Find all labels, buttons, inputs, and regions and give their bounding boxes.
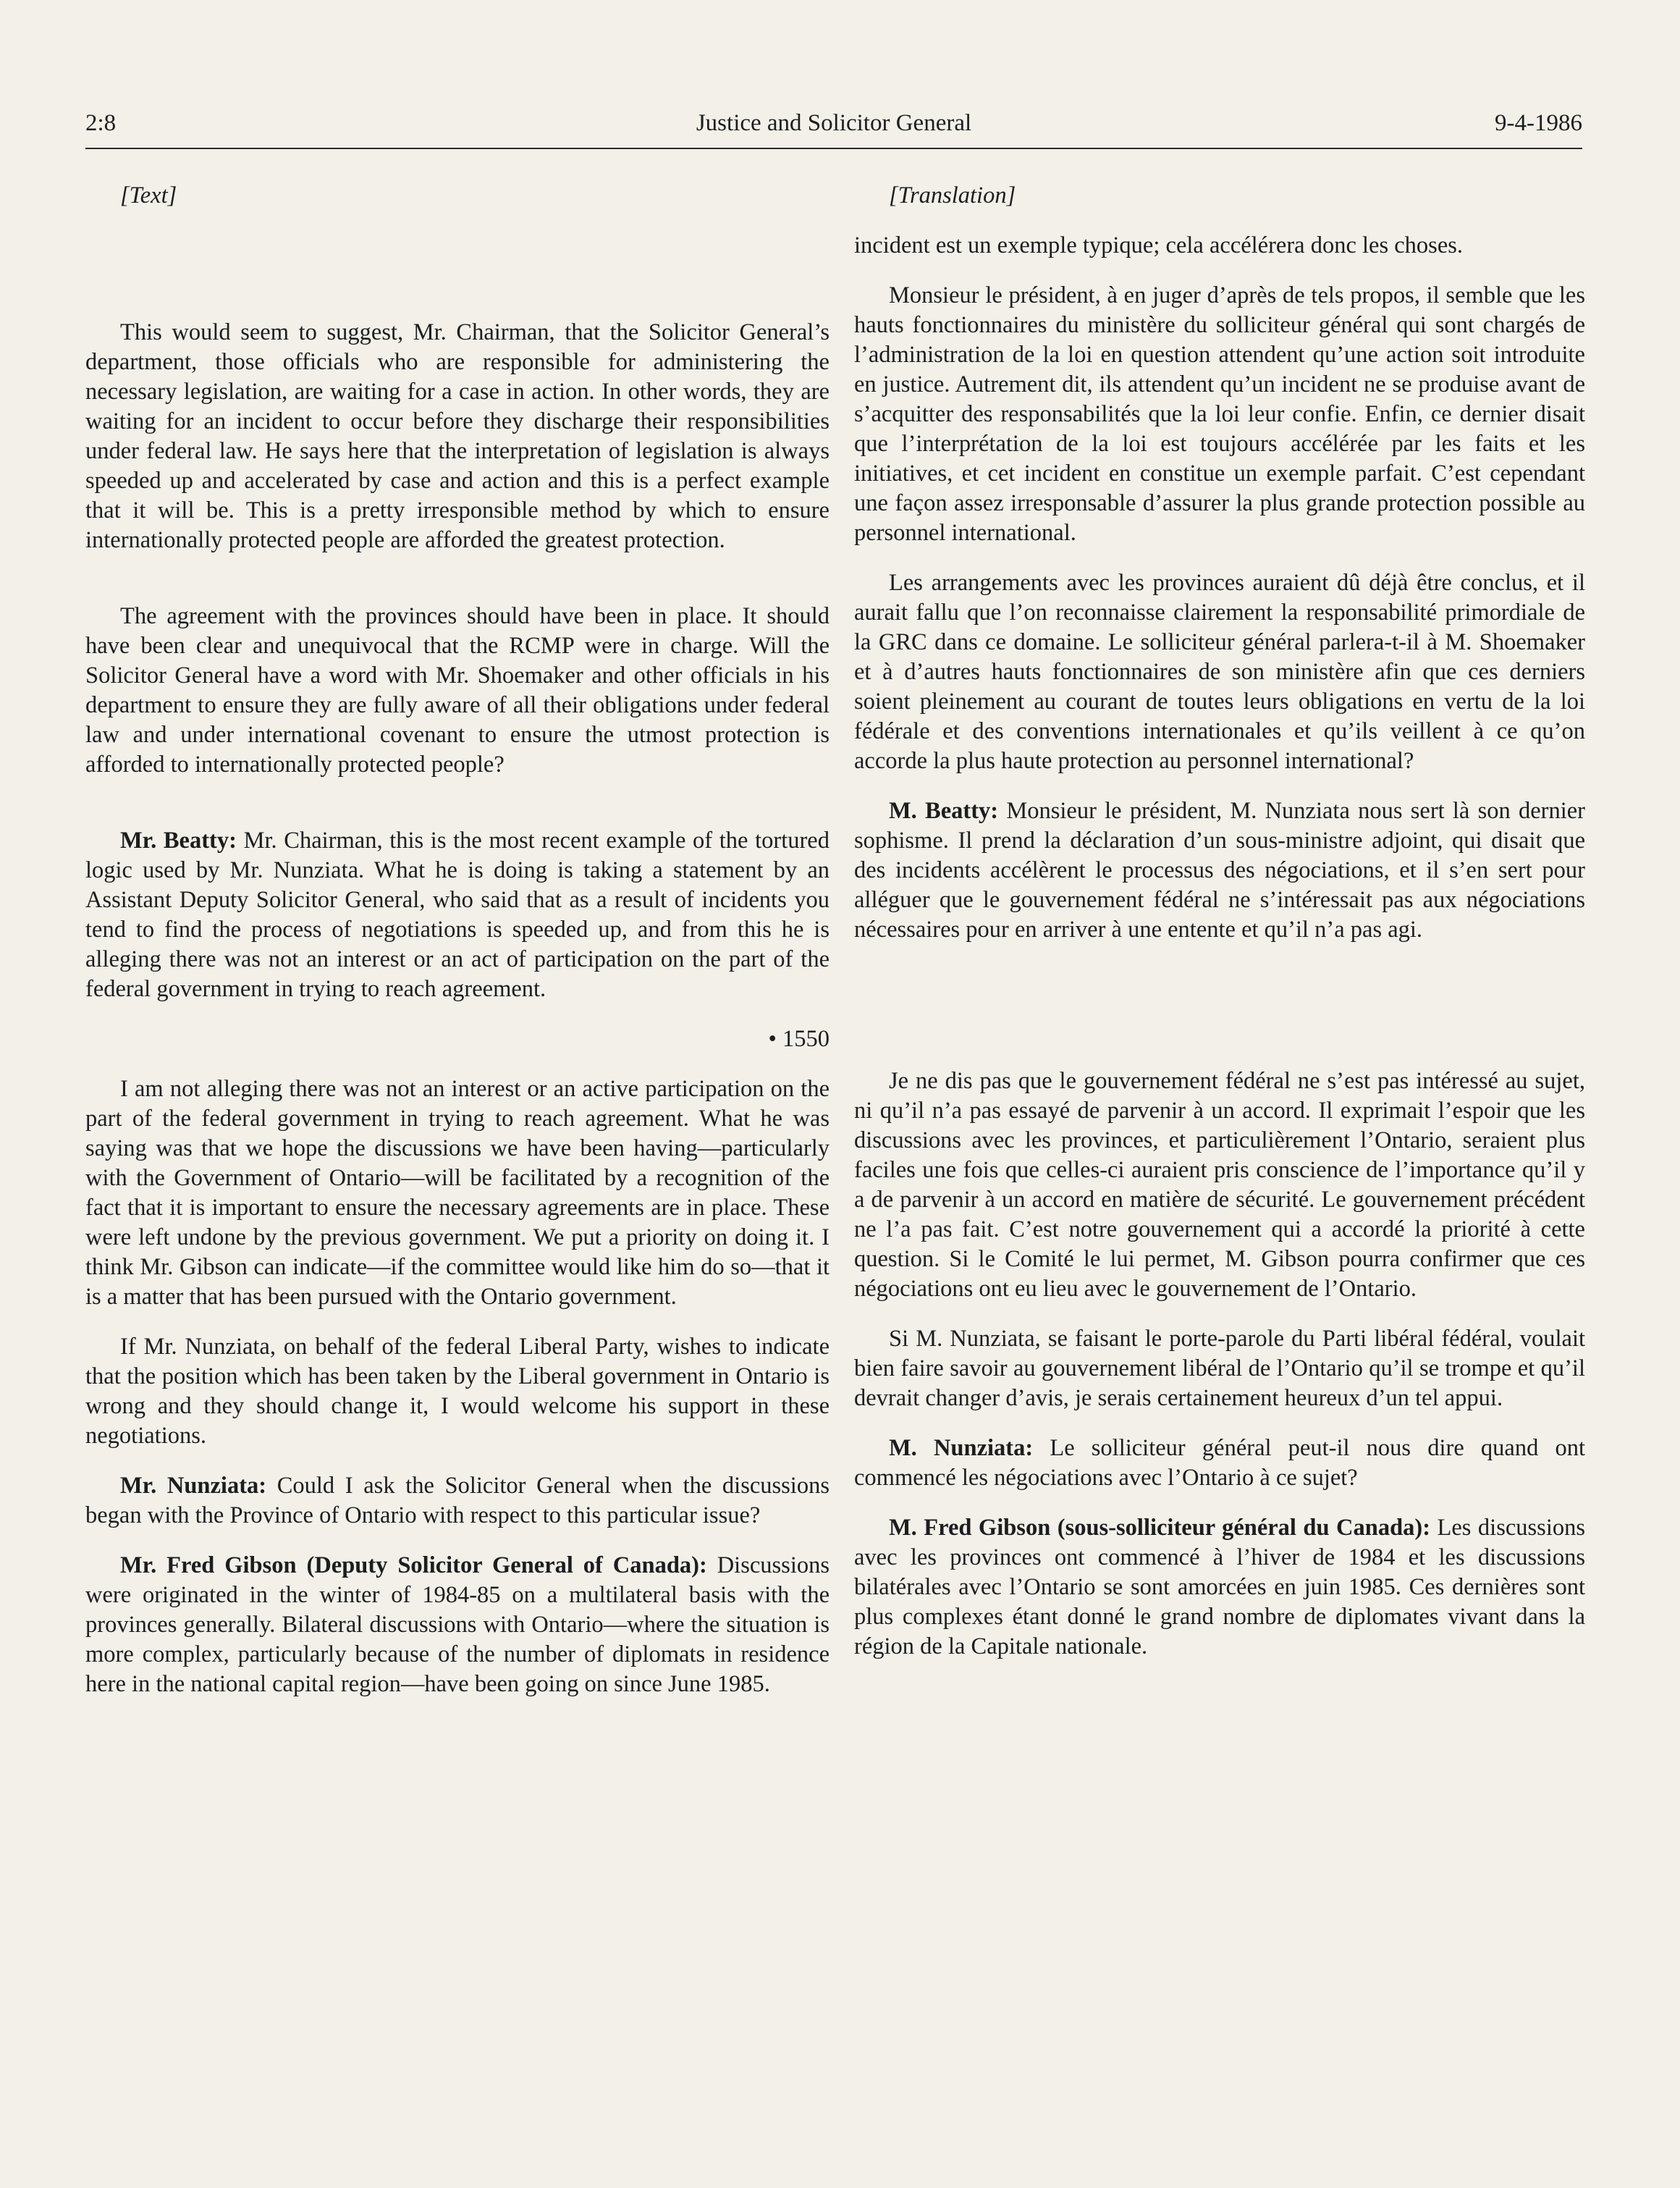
speech-nunziata [85, 1471, 830, 1531]
speaker-name: Mr. Nunziata: [120, 1473, 267, 1499]
paragraph: The agreement with the provinces should have been in place. It should have been clear and unequivocal that the RCMP were in charge. Will the Solicitor General have a word with Mr. Shoemaker and other officials in his department to ensure they are fully aware of all their obligations under federal law and under international covenant to ensure the utmost protection is afforded to internationally protected people? [85, 603, 830, 778]
speech-text: Monsieur le président, M. Nunziata nous sert là son dernier sophisme. Il prend la déclaration d’un sous-ministre adjoint, qui disait que des incidents accélèrent le processus des négociations, et il s’en sert pour alléguer que le gouvernement fédéral ne s’intéressait pas aux négociations nécessaires pour en arriver à une entente et qu’il n’a pas agi. [854, 798, 1585, 943]
speech-nunziata [854, 1434, 1585, 1493]
speech-text: Le solliciteur général peut-il nous dire quand ont commencé les négociations avec l’Ontario à ce sujet? [854, 1435, 1586, 1491]
paragraph: I am not alleging there was not an interest or an active participation on the part of the federal government in trying to reach agreement. What he was saying was that we hope the discussions we have been having—particularly with the Government of Ontario—will be facilitated by a recognition of the fact that it is important to ensure the necessary agreements are in place. These were left undone by the previous government. We put a priority on doing it. I think Mr. Gibson can indicate—if the committee would like him do so—that it is a matter that has been pursued with the Ontario government. [85, 1076, 830, 1310]
paragraph: Si M. Nunziata, se faisant le porte-parole du Parti libéral fédéral, voulait bien faire savoir au gouvernement libéral de l’Ontario qu’il se trompe et qu’il devrait changer d’avis, je serais certainement heureux d’un tel appui. [854, 1326, 1585, 1411]
running-header [85, 106, 1582, 149]
column-label-translation: [Translation] [889, 182, 1016, 209]
paragraph: Monsieur le président, à en juger d’après de tels propos, il semble que les hauts fonctionnaires du ministère du solliciteur général qui sont chargés de l’administration de la loi en question attendent qu’une action soit introduite en justice. Autrement dit, ils attendent qu’un incident ne se produise avant de s’acquitter des responsabilités que la loi leur confie. Enfin, ce dernier disait que l’interprétation de la loi est toujours accélérée par les faits et les initiatives, et cet incident en constitue un exemple parfait. C’est cependant une façon assez irresponsable d’assurer la plus grande protection possible au personnel international. [854, 282, 1585, 546]
sitting-date: 9-4-1986 [1495, 110, 1582, 136]
time-marker: • 1550 [768, 1026, 830, 1052]
english-column [85, 181, 830, 1720]
speech-beatty [85, 826, 830, 1004]
speech-text: Discussions were originated in the winter of 1984-85 on a multilateral basis with the provinces generally. Bilateral discussions with Ontario—where the situation is more complex, particularly because of the number of diplomats in residence here in the national capital region—have been going on since June 1985. [85, 1552, 830, 1697]
speaker-name: M. Nunziata: [889, 1435, 1034, 1461]
speech-text: Could I ask the Solicitor General when the discussions began with the Province of Ontario with respect to this particular issue? [85, 1473, 830, 1528]
speech-text: Mr. Chairman, this is the most recent example of the tortured logic used by Mr. Nunziata. What he is doing is taking a statement by an Assistant Deputy Solicitor General, who said that as a result of incidents you tend to find the process of negotiations is speeded up, and from this he is alleging there was not an interest or an act of participation on the part of the federal government in trying to reach agreement. [85, 828, 830, 1002]
column-label-text: [Text] [120, 182, 177, 209]
speaker-name: Mr. Fred Gibson (Deputy Solicitor General of Canada): [120, 1552, 707, 1578]
speech-text: Les discussions avec les provinces ont commencé à l’hiver de 1984 et les discussions bilatérales avec l’Ontario se sont amorcées en juin 1985. Ces dernières sont plus complexes étant donné le grand nombre de diplomates vivant dans la région de la Capitale nationale. [854, 1515, 1585, 1659]
speaker-name: M. Fred Gibson (sous-solliciteur général du Canada): [889, 1515, 1431, 1541]
paragraph: Les arrangements avec les provinces auraient dû déjà être conclus, et il aurait fallu que l’on reconnaisse clairement la responsabilité primordiale de la GRC dans ce domaine. Le solliciteur général parlera-t-il à M. Shoemaker et à d’autres hauts fonctionnaires de son ministère afin que ces derniers soient pleinement au courant de toutes leurs obligations en vertu de la loi fédérale et des conventions internationales et qu’ils veillent à ce qu’on accorde la plus haute protection au personnel international? [854, 570, 1585, 774]
paragraph: This would seem to suggest, Mr. Chairman, that the Solicitor General’s department, those officials who are responsible for administering the necessary legislation, are waiting for a case in action. In other words, they are waiting for an incident to occur before they discharge their responsibilities under federal law. He says here that the interpretation of legislation is always speeded up and accelerated by case and action and this is a perfect example that it will be. This is a pretty irresponsible method by which to ensure internationally protected people are afforded the greatest protection. [85, 319, 830, 553]
french-column [854, 181, 1585, 1682]
speaker-name: Mr. Beatty: [120, 828, 237, 854]
speech-gibson [85, 1551, 830, 1699]
speaker-name: M. Beatty: [889, 798, 999, 824]
publication-title: Justice and Solicitor General [696, 110, 972, 136]
speech-beatty [854, 796, 1585, 945]
paragraph: If Mr. Nunziata, on behalf of the federal Liberal Party, wishes to indicate that the position which has been taken by the Liberal government in Ontario is wrong and they should change it, I would welcome his support in these negotiations. [85, 1334, 830, 1449]
paragraph-continuation: incident est un exemple typique; cela accélérera donc les choses. [854, 232, 1464, 258]
paragraph: Je ne dis pas que le gouvernement fédéral ne s’est pas intéressé au sujet, ni qu’il n’a pas essayé de parvenir à un accord. Il exprimait l’espoir que les discussions avec les provinces, et particulièrement l’Ontario, seraient plus faciles une fois que celles-ci auraient pris conscience de l’importance qu’il y a de parvenir à un accord en matière de sécurité. Le gouvernement précédent ne l’a pas fait. C’est notre gouvernement qui a accordé la priorité à cette question. Si le Comité le lui permet, M. Gibson pourra confirmer que ces négociations ont eu lieu avec le gouvernement de l’Ontario. [854, 1068, 1585, 1302]
speech-gibson [854, 1513, 1585, 1662]
page-number: 2:8 [85, 110, 117, 136]
